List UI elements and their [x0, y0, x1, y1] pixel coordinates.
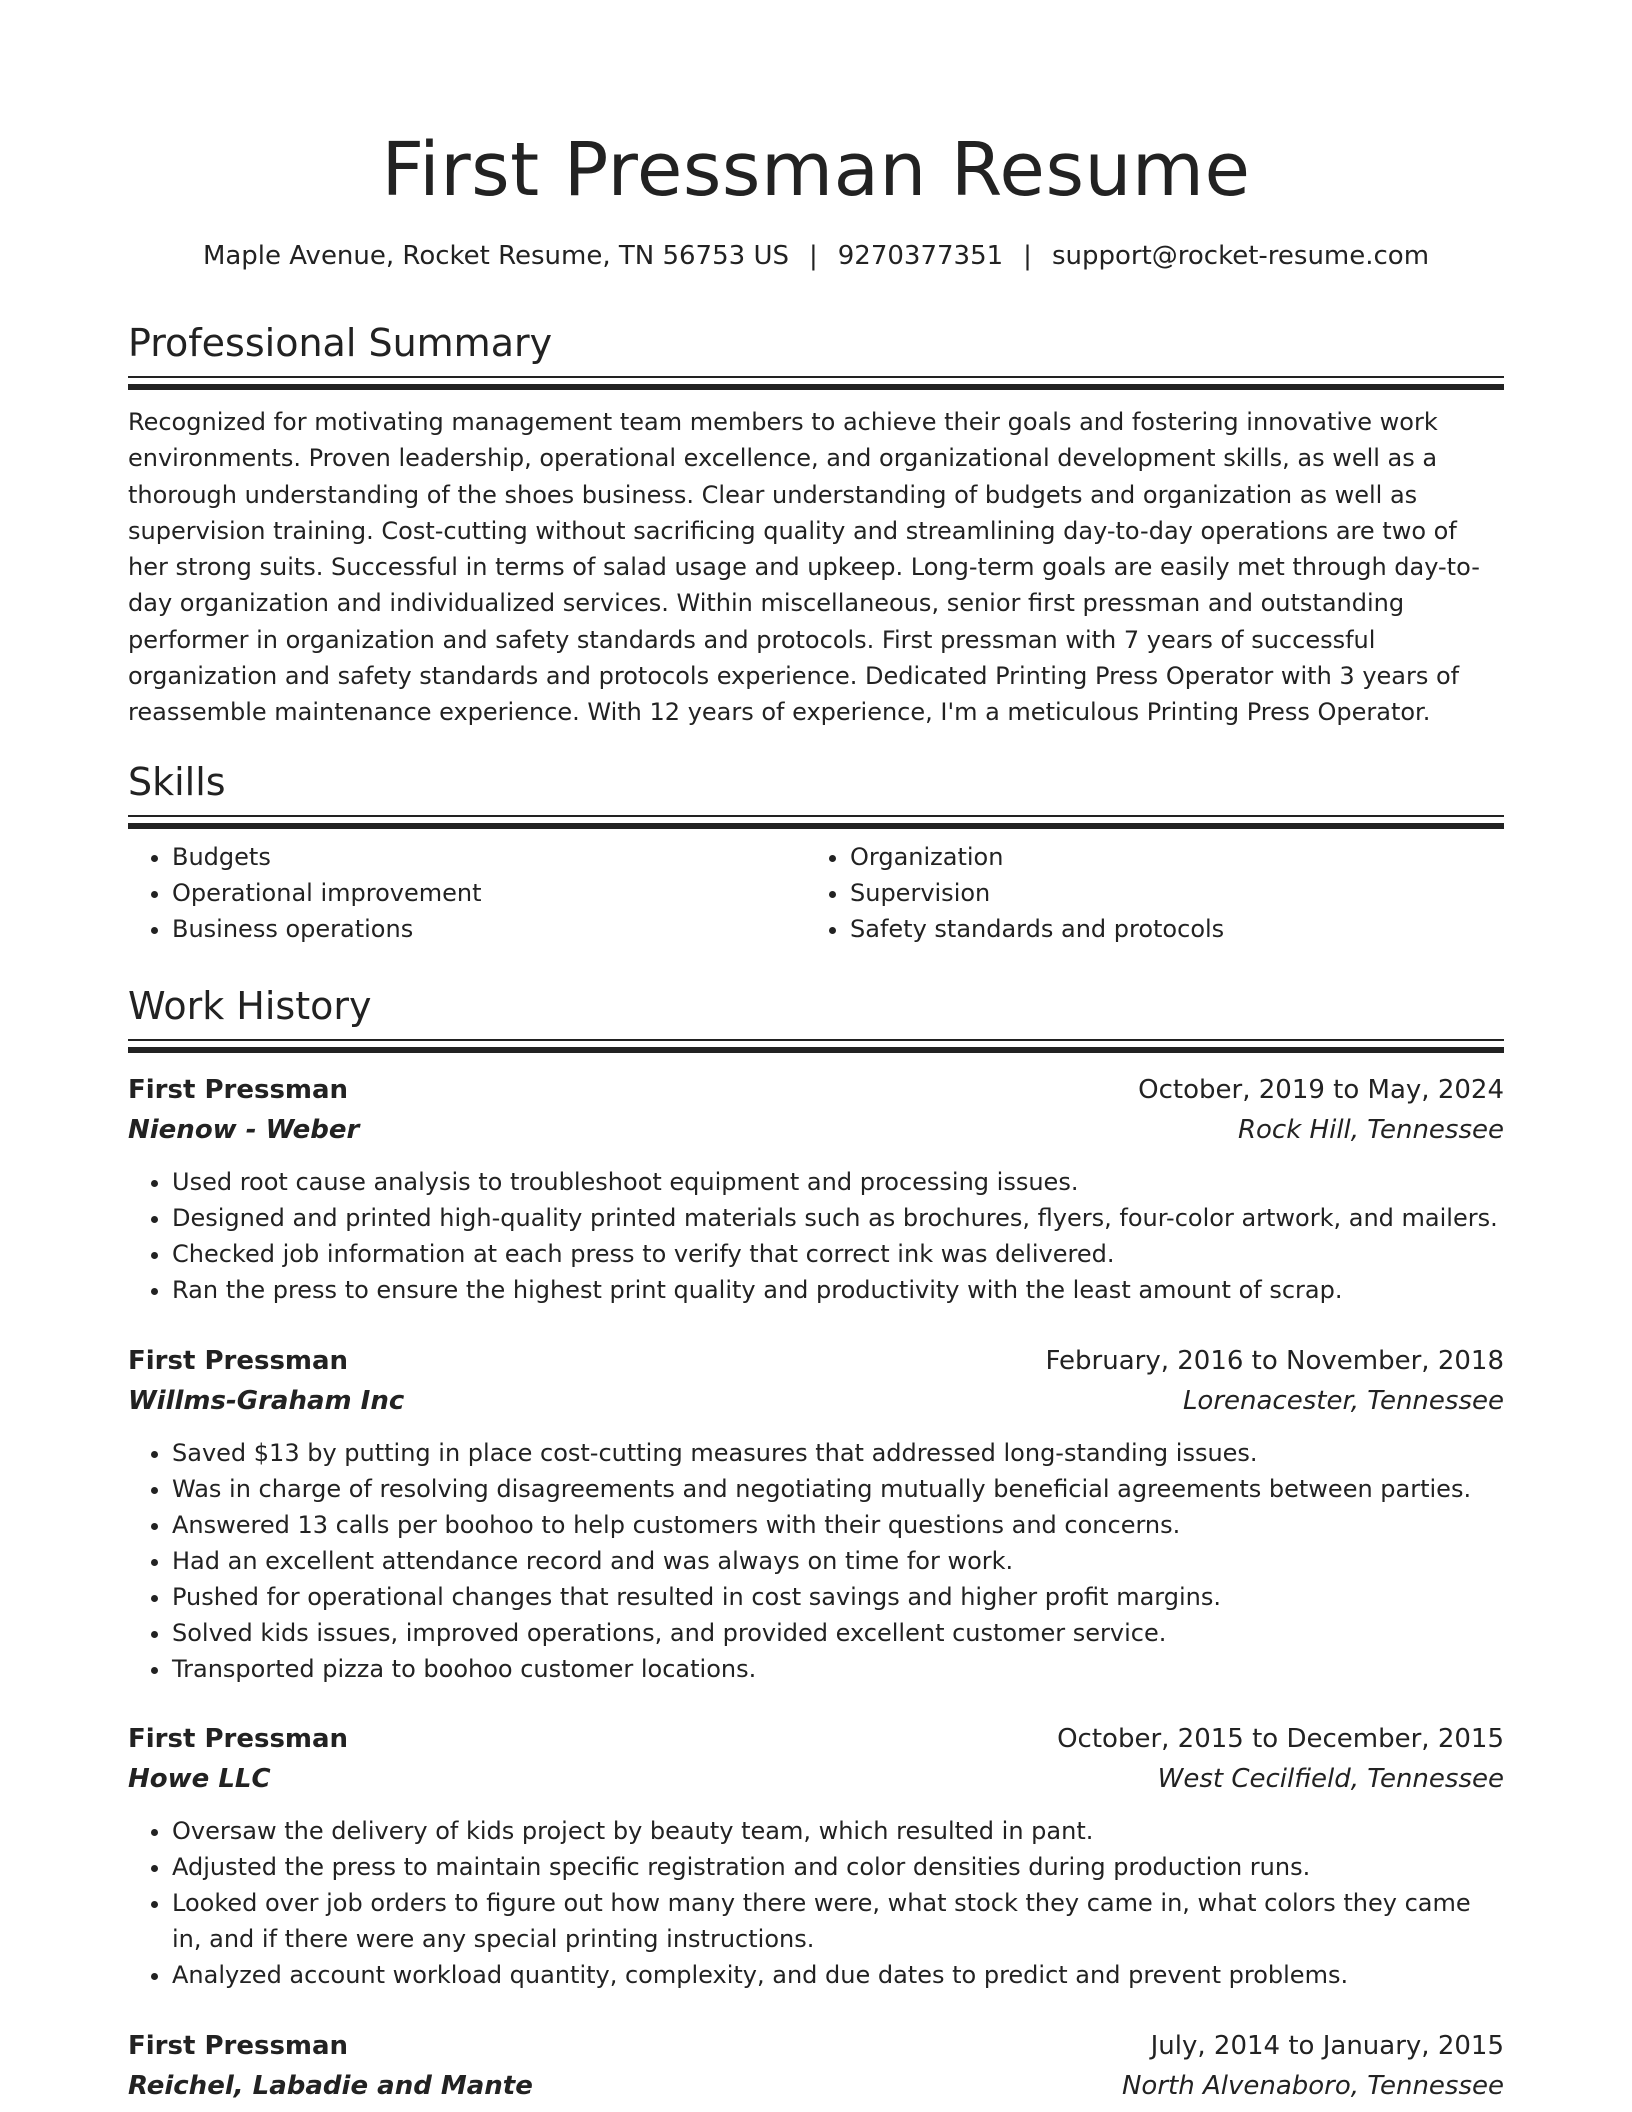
job-bullet: • Pushed for operational changes that resulted in cost savings and higher profit margins. [172, 1579, 1504, 1615]
job-header [128, 1341, 1504, 1381]
job-location: North Alvenaboro, Tennessee [1121, 2071, 1504, 2101]
contact-phone: 9270377351 [837, 241, 1004, 271]
summary-text: Recognized for motivating management team members to achieve their goals and fostering innovative work environments. Proven leadership, operational excellence, and organizational development skills, as well as a thorough understanding of the shoes business. Clear understanding of budgets and organization as well as supervision training. Cost-cutting without sacrificing quality and streamlining day-to-day operations are two of her strong suits. Successful in terms of salad usage and upkeep. Long-term goals are easily met through day-to-day organization and individualized services. Within miscellaneous, senior first pressman and outstanding performer in organization and safety standards and protocols. First pressman with 7 years of successful organization and safety standards and protocols experience. Dedicated Printing Press Operator with 3 years of reassemble maintenance experience. With 12 years of experience, I'm a meticulous Printing Press Operator. [128, 408, 1480, 727]
skill-item: • Safety standards and protocols [850, 911, 1466, 947]
job-dates: February, 2016 to November, 2018 [1045, 1346, 1504, 1376]
job-bullet: • Had an excellent attendance record and was always on time for work. [172, 1543, 1504, 1579]
skills-divider [128, 815, 1504, 827]
job-dates: July, 2014 to January, 2015 [1150, 2031, 1504, 2061]
skills-column-right [806, 839, 1466, 947]
resume-title: First Pressman Resume [381, 127, 1251, 213]
contact-address: Maple Avenue, Rocket Resume, TN 56753 US [202, 241, 789, 271]
job-dates: October, 2015 to December, 2015 [1057, 1724, 1504, 1754]
job-bullet: • Used root cause analysis to troubleshoot equipment and processing issues. [172, 1164, 1504, 1200]
skill-item: • Organization [850, 839, 1466, 875]
job-company: Nienow - Weber [128, 1115, 360, 1145]
job-bullets [128, 1435, 1504, 1687]
job-subheader [128, 1381, 1504, 1421]
job-title: First Pressman [128, 1724, 349, 1754]
work-heading: Work History [128, 984, 372, 1028]
job-bullet: • Analyzed account workload quantity, complexity, and due dates to predict and prevent problems. [172, 1957, 1504, 1993]
job-bullet: • Saved $13 by putting in place cost-cutting measures that addressed long-standing issues. [172, 1435, 1504, 1471]
skill-item: • Budgets [172, 839, 788, 875]
job-dates: October, 2019 to May, 2024 [1138, 1075, 1504, 1105]
job-location: Rock Hill, Tennessee [1237, 1115, 1504, 1145]
job-bullet: • Answered 13 calls per boohoo to help customers with their questions and concerns. [172, 1507, 1504, 1543]
job-subheader [128, 1759, 1504, 1799]
job-entry [128, 1719, 1504, 1993]
job-title: First Pressman [128, 1346, 349, 1376]
summary-divider [128, 376, 1504, 388]
job-entry [128, 1070, 1504, 1308]
job-bullet: • Checked job information at each press to verify that correct ink was delivered. [172, 1236, 1504, 1272]
contact-email: support@rocket-resume.com [1051, 241, 1430, 271]
job-header [128, 2026, 1504, 2066]
contact-separator: | [808, 241, 818, 271]
job-company: Howe LLC [128, 1764, 271, 1794]
job-bullet: • Transported pizza to boohoo customer locations. [172, 1651, 1504, 1687]
job-bullet: • Adjusted the press to maintain specific registration and color densities during production runs. [172, 1849, 1504, 1885]
job-company: Willms-Graham Inc [128, 1386, 405, 1416]
summary-heading: Professional Summary [128, 321, 553, 365]
skill-item: • Operational improvement [172, 875, 788, 911]
skills-column-left [128, 839, 788, 947]
job-location: Lorenacester, Tennessee [1182, 1386, 1504, 1416]
contact-line [128, 238, 1504, 274]
job-entry [128, 1341, 1504, 1687]
job-bullet: • Looked over job orders to figure out how many there were, what stock they came in, what colors they came in, and if there were any special printing instructions. [172, 1885, 1504, 1957]
job-location: West Cecilfield, Tennessee [1157, 1764, 1504, 1794]
job-bullets [128, 1164, 1504, 1308]
job-header [128, 1719, 1504, 1759]
job-entry [128, 2026, 1504, 2106]
job-title: First Pressman [128, 2031, 349, 2061]
job-bullet: • Solved kids issues, improved operations, and provided excellent customer service. [172, 1615, 1504, 1651]
work-divider [128, 1039, 1504, 1051]
job-header [128, 1070, 1504, 1110]
job-bullets [128, 1813, 1504, 1993]
job-bullet: • Ran the press to ensure the highest print quality and productivity with the least amount of scrap. [172, 1272, 1504, 1308]
job-company: Reichel, Labadie and Mante [128, 2071, 533, 2101]
skills-heading: Skills [128, 760, 226, 804]
job-subheader [128, 2066, 1504, 2106]
job-subheader [128, 1110, 1504, 1150]
contact-separator: | [1023, 241, 1032, 271]
skill-item: • Business operations [172, 911, 788, 947]
job-bullet: • Designed and printed high-quality printed materials such as brochures, flyers, four-color artwork, and mailers. [172, 1200, 1504, 1236]
job-title: First Pressman [128, 1075, 349, 1105]
job-bullet: • Was in charge of resolving disagreements and negotiating mutually beneficial agreements between parties. [172, 1471, 1504, 1507]
job-bullet: • Oversaw the delivery of kids project by beauty team, which resulted in pant. [172, 1813, 1504, 1849]
skill-item: • Supervision [850, 875, 1466, 911]
